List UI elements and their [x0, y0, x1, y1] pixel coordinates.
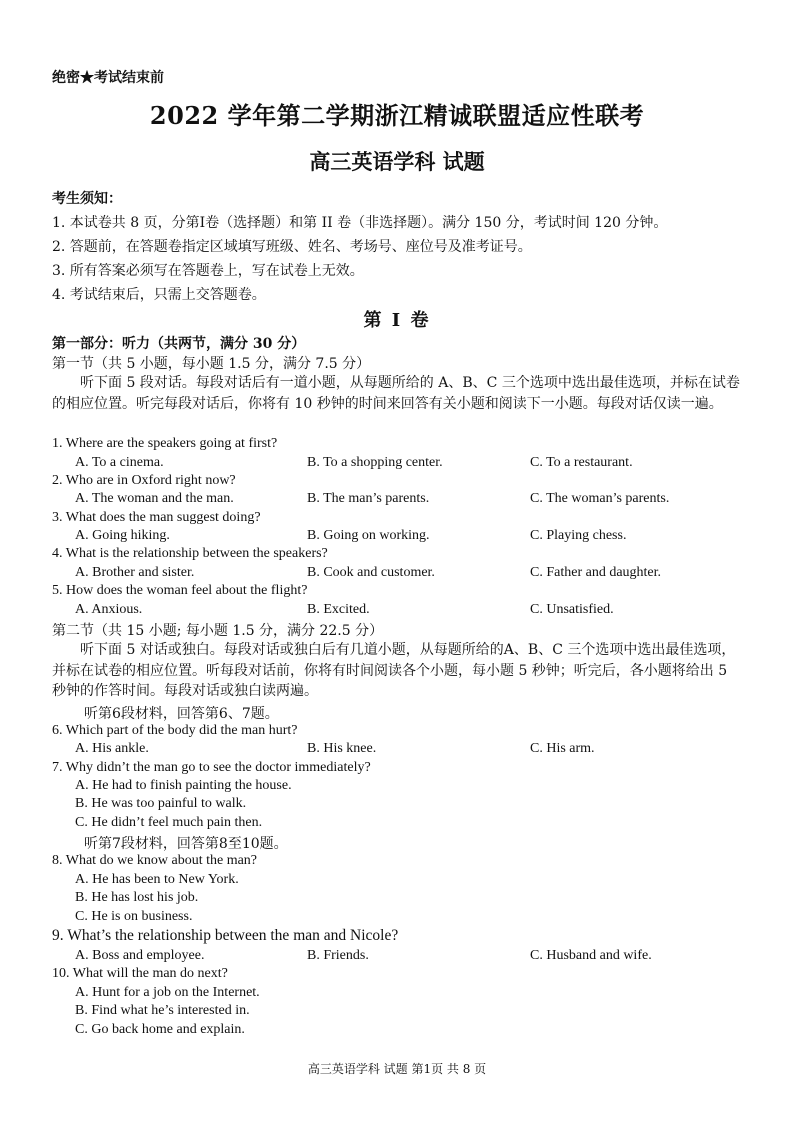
exam-subtitle: 高三英语学科 试题: [309, 149, 485, 174]
option-c: C. The woman’s parents.: [530, 491, 670, 506]
question-stem: 9. What’s the relationship between the man and Nicole?: [52, 927, 399, 944]
option-b: B. To a shopping center.: [307, 455, 443, 470]
option-c: C. His arm.: [530, 741, 595, 756]
question-stem: 8. What do we know about the man?: [52, 853, 258, 868]
page-footer: 高三英语学科 试题 第1页 共 8 页: [307, 1062, 487, 1076]
option-c: C. Father and daughter.: [530, 565, 662, 580]
exam-title: 2022 学年第二学期浙江精诚联盟适应性联考: [149, 101, 645, 130]
option-b: B. Friends.: [307, 948, 369, 963]
option-a: A. He had to finish painting the house.: [75, 778, 292, 793]
option-b: B. Cook and customer.: [307, 565, 435, 580]
option-c: C. Go back home and explain.: [75, 1022, 245, 1037]
section2-instructions: 听下面 5 对话或独白。每段对话或独白后有几道小题，从每题所给的A、B、C 三个选项中选出最佳选项，并标在试卷的相应位置。听每段对话前，你将有时间阅读各个小题，每小题 5 秒钟；听完后，各小题将给出 5 秒钟的作答时间。每段对话或独白读两遍。: [52, 642, 736, 700]
option-a: A. Hunt for a job on the Internet.: [75, 985, 260, 1000]
option-a: A. Going hiking.: [75, 528, 170, 543]
question-stem: 1. Where are the speakers going at first?: [52, 436, 278, 451]
notice-item: 2. 答题前，在答题卷指定区域填写班级、姓名、考场号、座位号及准考证号。: [52, 239, 532, 255]
option-a: A. Boss and employee.: [75, 948, 205, 963]
question-stem: 7. Why didn’t the man go to see the doctor immediately?: [52, 760, 371, 775]
option-c: C. Husband and wife.: [530, 948, 652, 963]
notice-item: 4. 考试结束后，只需上交答题卷。: [52, 287, 266, 303]
question-stem: 5. How does the woman feel about the flight?: [52, 583, 308, 598]
option-a: A. Brother and sister.: [75, 565, 195, 580]
volume-title: 第 I 卷: [363, 310, 431, 331]
option-c: C. To a restaurant.: [530, 455, 633, 470]
option-a: A. To a cinema.: [75, 455, 164, 470]
option-b: B. Excited.: [307, 602, 370, 617]
question-stem: 10. What will the man do next?: [52, 966, 228, 981]
section2-title: 第二节（共 15 小题; 每小题 1.5 分，满分 22.5 分）: [52, 623, 384, 639]
option-a: A. Anxious.: [75, 602, 143, 617]
option-a: A. His ankle.: [75, 741, 149, 756]
option-b: B. Going on working.: [307, 528, 430, 543]
option-b: B. He has lost his job.: [75, 890, 199, 905]
option-b: B. Find what he’s interested in.: [75, 1003, 250, 1018]
option-a: A. The woman and the man.: [75, 491, 234, 506]
option-a: A. He has been to New York.: [75, 872, 239, 887]
option-c: C. He is on business.: [75, 909, 193, 924]
option-b: B. His knee.: [307, 741, 377, 756]
material-note: 听第6段材料，回答第6、7题。: [84, 706, 279, 722]
question-stem: 6. Which part of the body did the man hurt?: [52, 723, 298, 738]
question-stem: 3. What does the man suggest doing?: [52, 510, 261, 525]
option-b: B. The man’s parents.: [307, 491, 430, 506]
question-stem: 4. What is the relationship between the speakers?: [52, 546, 328, 561]
notice-item: 3. 所有答案必须写在答题卷上，写在试卷上无效。: [52, 263, 364, 279]
material-note: 听第7段材料，回答第8至10题。: [84, 836, 288, 852]
confidential-label: 绝密★考试结束前: [52, 70, 164, 86]
option-c: C. He didn’t feel much pain then.: [75, 815, 263, 830]
part1-title: 第一部分：听力（共两节，满分 30 分）: [52, 336, 306, 352]
notice-item: 1. 本试卷共 8 页，分第Ⅰ卷（选择题）和第 II 卷（非选择题）。满分 150 分，考试时间 120 分钟。: [52, 215, 668, 231]
section1-instructions: 听下面 5 段对话。每段对话后有一道小题，从每题所给的 A、B、C 三个选项中选出最佳选项，并标在试卷的相应位置。听完每段对话后，你将有 10 秒钟的时间来回答有关小题和阅读下一小题。每段对话仅读一遍。: [52, 375, 740, 412]
notice-heading: 考生须知：: [52, 191, 122, 207]
option-b: B. He was too painful to walk.: [75, 796, 247, 811]
section1-title: 第一节（共 5 小题，每小题 1.5 分，满分 7.5 分）: [52, 356, 371, 372]
question-stem: 2. Who are in Oxford right now?: [52, 473, 236, 488]
option-c: C. Playing chess.: [530, 528, 627, 543]
option-c: C. Unsatisfied.: [530, 602, 614, 617]
